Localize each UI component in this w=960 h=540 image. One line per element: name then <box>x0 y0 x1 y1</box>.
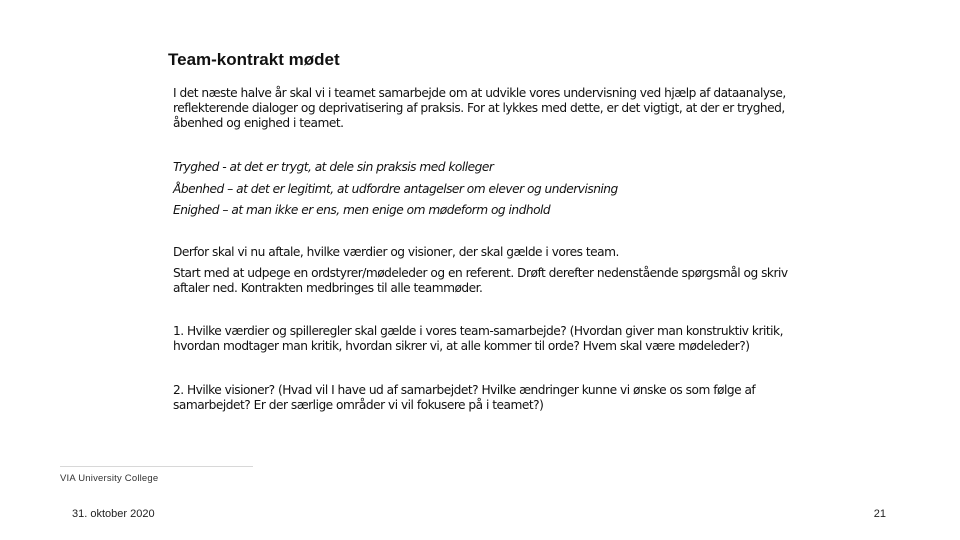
value-tryghed: Tryghed - at det er trygt, at dele sin praksis med kolleger <box>173 160 494 174</box>
footer-date: 31. oktober 2020 <box>72 508 155 520</box>
via-logo: VIA University College <box>60 473 159 484</box>
agreement-intro: Derfor skal vi nu aftale, hvilke værdier og visioner, der skal gælde i vores team. <box>173 245 619 259</box>
page-number: 21 <box>873 508 886 520</box>
agreement-section <box>173 245 793 296</box>
slide-title: Team-kontrakt mødet <box>168 50 340 69</box>
intro-paragraph: I det næste halve år skal vi i teamet samarbejde om at udvikle vores undervisning ved hjælp af dataanalyse, reflekterende dialoger og deprivatisering af praksis. For at lykkes med dette, er det vigtigt, at der er tryghed, åbenhed og enighed i teamet. <box>173 86 786 130</box>
value-enighed: Enighed – at man ikke er ens, men enige om mødeform og indhold <box>173 203 551 217</box>
footer-divider <box>60 466 253 467</box>
value-aabenhed: Åbenhed – at det er legitimt, at udfordre antagelser om elever og undervisning <box>173 181 618 196</box>
values-list <box>173 160 793 225</box>
question-1: 1. Hvilke værdier og spilleregler skal gælde i vores team-samarbejde? (Hvordan giver man konstruktiv kritik, hvordan modtager man kritik, hvordan sikrer vi, at alle kommer til orde? Hvem skal være mødeleder?) <box>173 324 783 353</box>
agreement-instructions: Start med at udpege en ordstyrer/mødeleder og en referent. Drøft derefter nedenstående spørgsmål og skriv aftaler ned. Kontrakten medbringes til alle teammøder. <box>173 266 788 295</box>
question-2: 2. Hvilke visioner? (Hvad vil I have ud af samarbejdet? Hvilke ændringer kunne vi ønske os som følge af samarbejdet? Er der særlige områder vi vil fokusere på i teamet?) <box>173 383 756 412</box>
